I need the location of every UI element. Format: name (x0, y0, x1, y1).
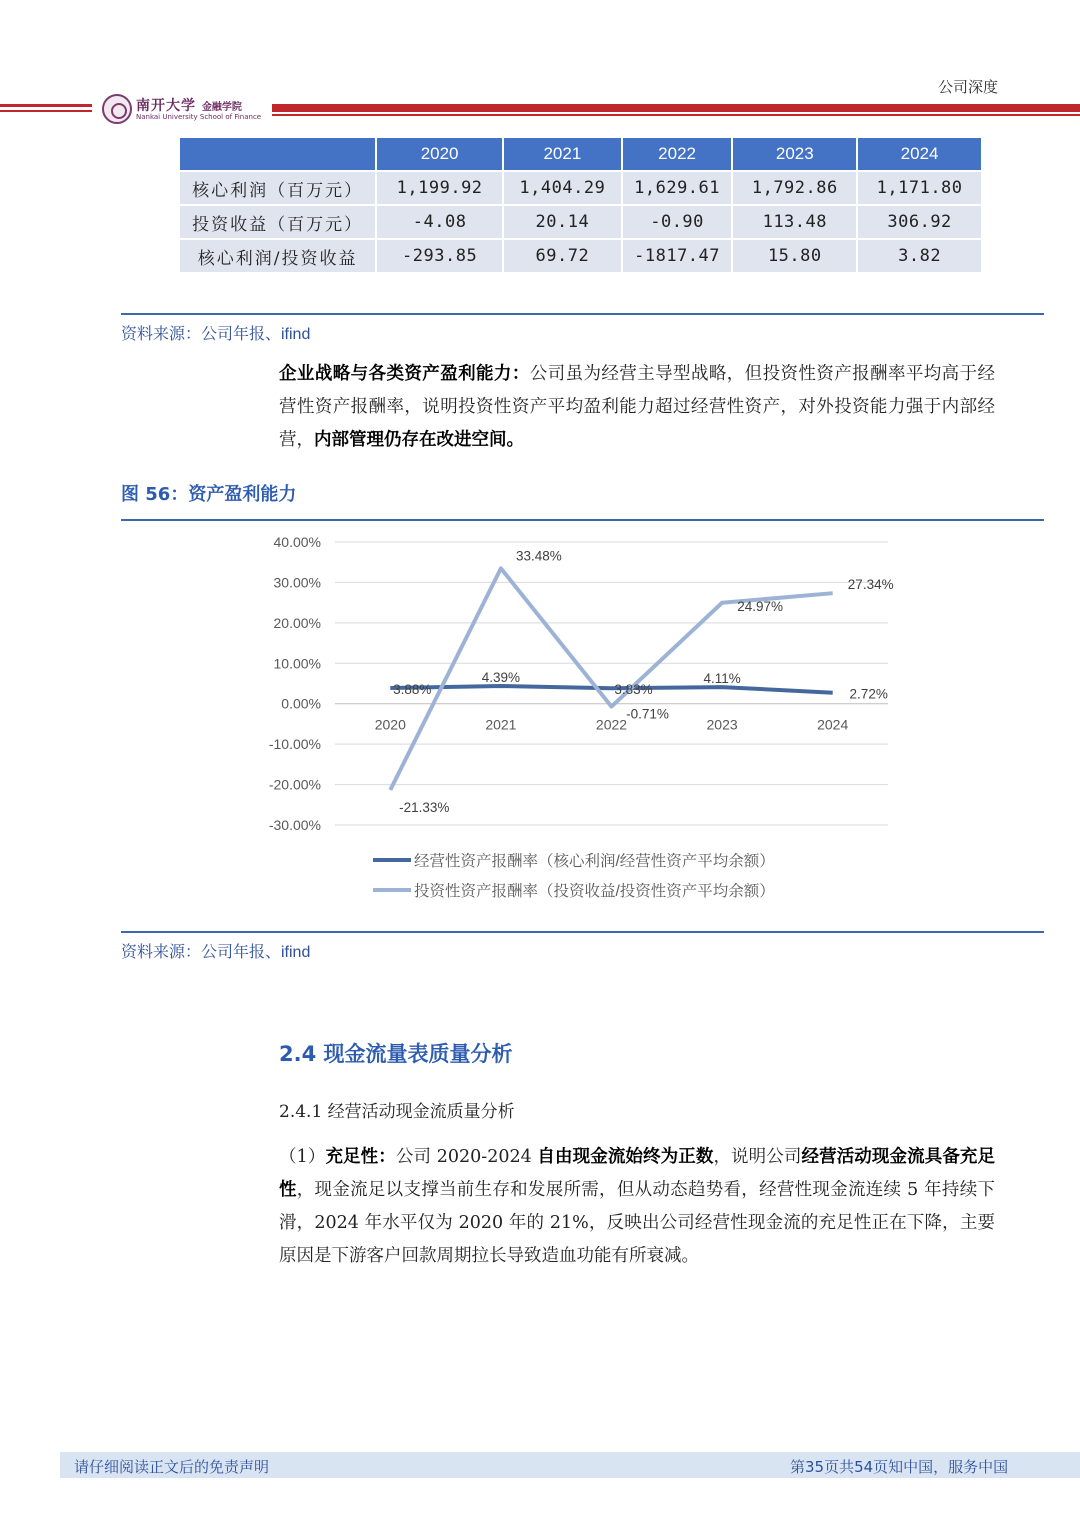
table-header-year: 2022 (623, 138, 732, 170)
table-cell: 15.80 (733, 240, 856, 272)
table-cell: 1,629.61 (623, 172, 732, 204)
x-tick-label: 2023 (706, 716, 738, 733)
table-header-year: 2024 (858, 138, 981, 170)
strategy-paragraph (279, 358, 995, 457)
paragraph-keyword: 经营活动现金流具备充足性 (279, 1147, 996, 1200)
table-row (180, 172, 981, 204)
paragraph-text: ，说明公司 (713, 1147, 802, 1167)
university-logo: 南开大学 金融学院 (136, 98, 242, 114)
data-label: 24.97% (737, 598, 783, 614)
series-line (390, 686, 832, 693)
table-cell: 20.14 (504, 206, 621, 238)
data-label: 33.48% (516, 548, 562, 564)
row-label: 核心利润/投资收益 (180, 240, 375, 272)
x-tick-label: 2024 (817, 716, 849, 733)
figure-source-note: 资料来源：公司年报、ifind (121, 944, 311, 961)
paragraph-number: （1） (279, 1147, 326, 1167)
table-header-year: 2020 (377, 138, 502, 170)
figure-title: 图 56：资产盈利能力 (121, 484, 297, 505)
paragraph-text: ，现金流足以支撑当前生存和发展所需，但从动态趋势看，经营性现金流连续 5 年持续下滑，2024 年水平仅为 2020 年的 21%，反映出公司经营性现金流的充足性正在下降，主要原因是下游客户回款周期拉长导致造血功能有所衰减。 (279, 1180, 995, 1266)
table-source-note: 资料来源：公司年报、ifind (121, 326, 311, 343)
table-row (180, 240, 981, 272)
data-label: 4.39% (481, 669, 521, 685)
legend-label: 经营性资产报酬率（核心利润/经营性资产平均余额） (414, 853, 775, 870)
figure-bottom-rule (121, 931, 1044, 933)
table-header-row (180, 138, 981, 170)
table-header-year: 2021 (504, 138, 621, 170)
paragraph-lead: 企业战略与各类资产盈利能力： (279, 364, 530, 384)
table-cell: -0.90 (623, 206, 732, 238)
table-cell: 1,199.92 (377, 172, 502, 204)
table-bottom-rule (121, 313, 1044, 315)
paragraph-body: 公司虽为经营主导型战略，但投资性资产报酬率平均高于经营性资产报酬率，说明投资性资产平均盈利能力超过经营性资产，对外投资能力强于内部经营， (279, 364, 996, 450)
x-tick-label: 2022 (595, 716, 628, 733)
paragraph-keyword: 自由现金流始终为正数 (537, 1147, 714, 1167)
y-tick-label: 30.00% (273, 574, 321, 591)
table-cell: 1,404.29 (504, 172, 621, 204)
y-tick-label: -10.00% (268, 736, 321, 753)
table-cell: 69.72 (504, 240, 621, 272)
data-label: 3.83% (614, 682, 653, 698)
table-cell: 1,171.80 (858, 172, 981, 204)
row-label: 核心利润（百万元） (180, 172, 375, 204)
y-tick-label: -30.00% (268, 817, 321, 833)
profit-table (178, 136, 983, 274)
table-cell: 3.82 (858, 240, 981, 272)
header-band-left (0, 104, 92, 107)
data-label: 27.34% (847, 577, 894, 593)
y-tick-label: 20.00% (273, 614, 321, 631)
table-cell: 1,792.86 (733, 172, 856, 204)
table-header-year: 2023 (733, 138, 856, 170)
profitability-line-chart (121, 524, 1044, 924)
table-corner-cell (180, 138, 375, 170)
table-cell: -1817.47 (623, 240, 732, 272)
table-cell: 306.92 (858, 206, 981, 238)
document-type-label: 公司深度 (938, 78, 999, 96)
header-band-right-thin (272, 114, 1080, 116)
figure-top-rule (121, 519, 1044, 521)
paragraph-text: 公司 2020-2024 (395, 1147, 538, 1167)
row-label: 投资收益（百万元） (180, 206, 375, 238)
paragraph-conclusion: 内部管理仍存在改进空间。 (314, 430, 524, 450)
data-label: -21.33% (399, 799, 450, 815)
paragraph-keyword: 充足性： (325, 1147, 396, 1167)
legend-label: 投资性资产报酬率（投资收益/投资性资产平均余额） (414, 883, 775, 900)
table-cell: 113.48 (733, 206, 856, 238)
data-label: 3.88% (393, 682, 432, 698)
header-band-left-thin (0, 110, 92, 112)
table-cell: -293.85 (377, 240, 502, 272)
section-title: 2.4 现金流量表质量分析 (279, 1042, 513, 1066)
disclaimer-link[interactable]: 请仔细阅读正文后的免责声明 (74, 1458, 270, 1476)
x-tick-label: 2021 (485, 716, 517, 733)
y-tick-label: 10.00% (273, 655, 321, 672)
data-label: 4.11% (703, 671, 741, 687)
y-tick-label: 0.00% (281, 695, 321, 712)
cashflow-paragraph (279, 1141, 995, 1273)
data-label: 2.72% (849, 686, 888, 702)
table-cell: -4.08 (377, 206, 502, 238)
subsection-title: 2.4.1 经营活动现金流质量分析 (279, 1102, 515, 1122)
university-seal-icon (102, 94, 132, 124)
table-row (180, 206, 981, 238)
x-tick-label: 2020 (374, 716, 406, 733)
y-tick-label: 40.00% (273, 534, 321, 550)
data-label: -0.71% (626, 706, 669, 722)
university-logo-english: Nankai University School of Finance (136, 113, 262, 121)
y-tick-label: -20.00% (268, 776, 321, 793)
header-band-right (272, 104, 1080, 112)
page-info: 第35页共54页知中国，服务中国 (790, 1458, 1009, 1476)
